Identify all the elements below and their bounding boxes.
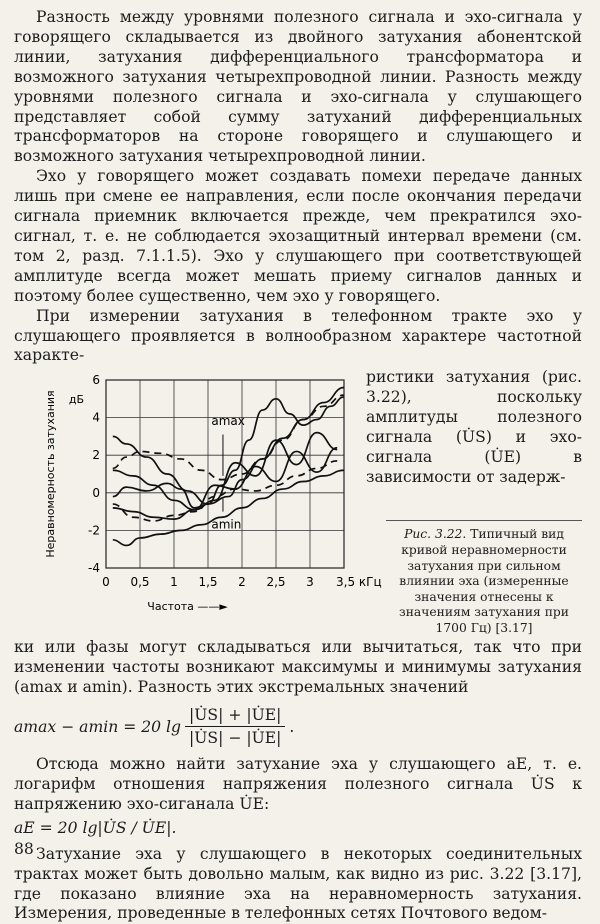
paragraph-5: Затухание эха у слушающего в некоторых соединительных трактах может быть довольно малым, как видно из рис. 3.22 [3.17], где показано влияние эха на неравномерность затухания. Измерения, проведенные в телефонных сетях Почтового ведом- xyxy=(14,844,582,923)
paragraph-3-end: ки или фазы могут складываться или вычитаться, так что при изменении частоты возникают максимумы и минимумы затухания (amax и amin). Разность этих экстремальных значений xyxy=(14,638,582,697)
y-tick-label: 0 xyxy=(92,486,100,501)
caption-label: Рис. 3.22. xyxy=(404,527,467,542)
x-tick-label: 0 xyxy=(102,575,110,590)
paragraph-3-side: ристики затухания (рис. 3.22), поскольку амплитуды полезного сигнала (U̇S) и эхо-сигнала (U̇E) в зависимости от задерж- xyxy=(366,368,582,486)
x-tick-label: 2 xyxy=(238,575,246,590)
x-tick-label: 3 xyxy=(306,575,314,590)
y-tick-label: 4 xyxy=(92,410,100,425)
x-tick-label: 0,5 xyxy=(130,575,150,590)
series-line-curve-1 xyxy=(113,388,344,505)
paragraph-4: Отсюда можно найти затухание эха у слушающего aE, т. е. логарифм отношения напряжения полезного сигнала U̇S к напряжению эхо-сиганала U̇E: xyxy=(14,755,582,813)
formula-1-numerator: |U̇S| + |U̇E| xyxy=(185,706,285,727)
x-tick-label: 2,5 xyxy=(266,575,286,590)
y-tick-label: 6 xyxy=(92,373,100,388)
x-tick-label: 1,5 xyxy=(198,575,218,590)
plot-frame xyxy=(106,380,344,568)
side-text xyxy=(366,368,582,487)
formula-1-end: . xyxy=(289,717,295,736)
formula-1-denominator: |U̇S| − |U̇E| xyxy=(189,729,282,748)
x-axis-label: Частота ——► xyxy=(147,600,228,614)
paragraph-2: Эхо у говорящего может создавать помехи передаче данных лишь при смене ее направления, если после окончания передачи сигнала приемник включается прежде, чем прекратился эхо-сигнал, т. е. не соблюдается эхозащитный интервал времени (см. том 2, разд. 7.1.1.5). Эхо у слушающего при соответствующей амплитуде всегда может мешать приему сигналов данных и поэтому более существенно, чем эхо у говорящего. xyxy=(14,167,582,305)
page xyxy=(14,8,582,924)
y-tick-label: -4 xyxy=(88,561,100,576)
paragraph-3-start: При измерении затухания в телефонном тракте эхо у слушающего проявляется в волнообразном характере частотной характе- xyxy=(14,306,582,365)
caption-text: Типичный вид кривой неравномерности затухания при сильном влиянии эха (измеренные значения отнесены к значениям затухания при 1700 Гц) [3.17] xyxy=(399,527,569,635)
formula-aE: aE = 20 lg|U̇S / U̇E|. xyxy=(14,818,177,837)
y-unit-label: дБ xyxy=(68,393,84,407)
annotation-amin: amin xyxy=(211,517,242,532)
formula-1-fraction xyxy=(185,706,285,747)
x-tick-label: 3,5 кГц xyxy=(336,575,382,590)
annotation-amax: amax xyxy=(211,414,245,429)
y-tick-label: 2 xyxy=(92,448,100,463)
paragraph-1: Разность между уровнями полезного сигнала и эхо-сигнала у говорящего складывается из двойного затухания абонентской линии, затухания дифференциального трансформатора и возможного затухания четырехпроводной линии. Разность между уровнями полезного сигнала и эхо-сигнала у слушающего представляет собой сумму затуханий дифференциальных трансформаторов на стороне говорящего и слушающего и возможного затухания четырехпроводной линии. xyxy=(14,8,582,166)
series-line-curve-3 xyxy=(113,433,337,510)
series-line-curve-5 xyxy=(113,471,344,546)
figure-caption xyxy=(386,520,582,636)
formula-1-lhs: amax − amin = 20 lg xyxy=(14,717,182,736)
y-tick-label: -2 xyxy=(88,523,100,538)
page-number: 88 xyxy=(14,840,34,858)
x-tick-label: 1 xyxy=(170,575,178,590)
formula-amax-amin xyxy=(14,706,582,747)
y-axis-label: Неравномерность затухания xyxy=(44,390,57,558)
attenuation-chart xyxy=(36,372,382,634)
figure-3-22 xyxy=(14,368,582,638)
